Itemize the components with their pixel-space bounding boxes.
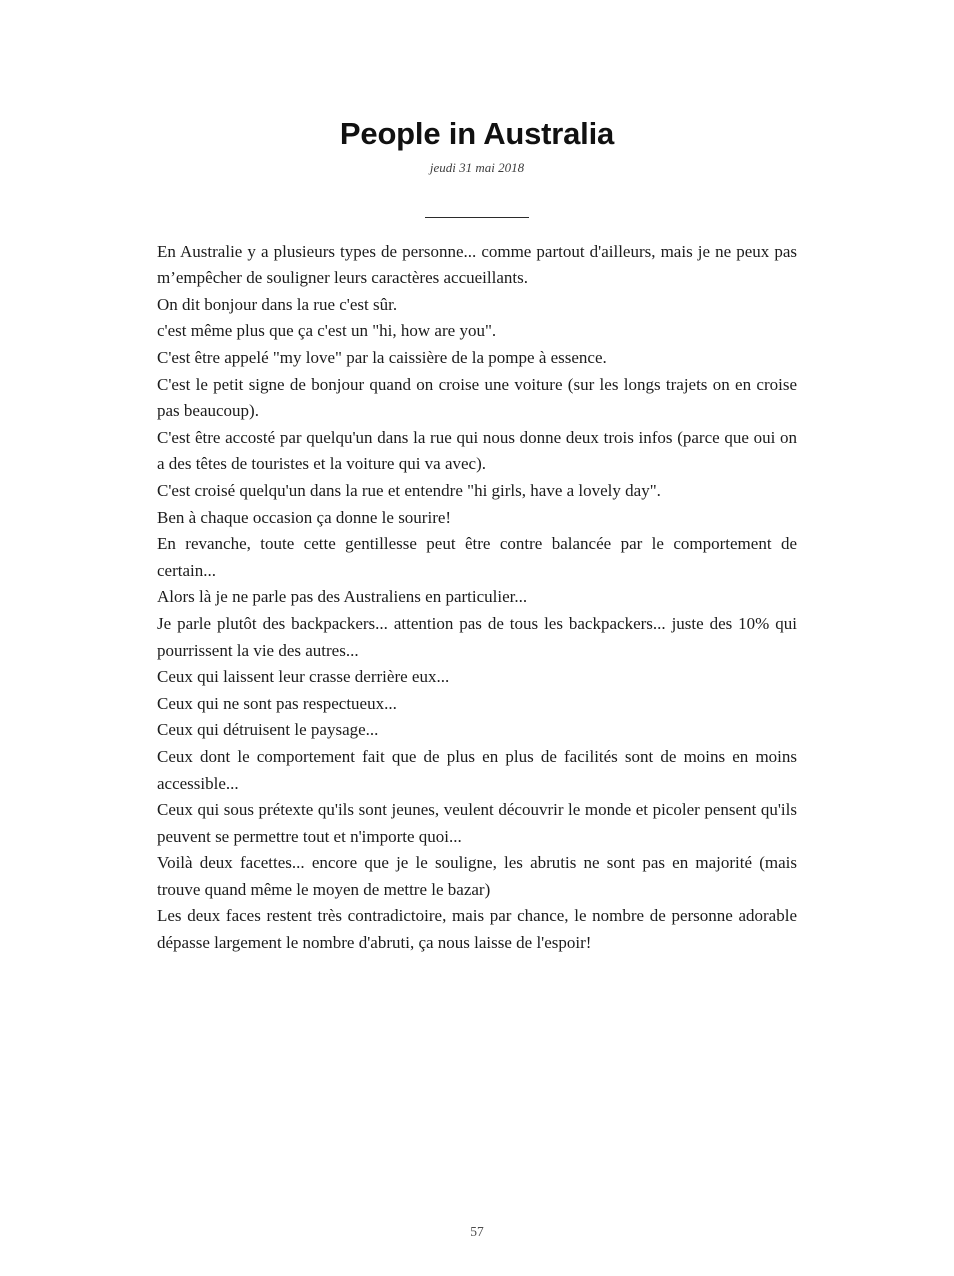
paragraph: En revanche, toute cette gentillesse peut être contre balancée par le comportement de certain... [157, 534, 797, 580]
paragraph: C'est le petit signe de bonjour quand on croise une voiture (sur les longs trajets on en croise pas beaucoup). [157, 374, 797, 421]
post-content [157, 116, 797, 957]
paragraph: Ceux dont le comportement fait que de plus en plus de facilités sont de moins en moins accessible... [157, 746, 797, 793]
paragraph: Ceux qui détruisent le paysage... [157, 720, 379, 740]
paragraph: c'est même plus que ça c'est un "hi, how are you". [157, 321, 497, 341]
paragraph: Alors là je ne parle pas des Australiens en particulier... [157, 587, 528, 607]
page-number: 57 [470, 1224, 484, 1239]
paragraph: C'est croisé quelqu'un dans la rue et entendre "hi girls, have a lovely day". [157, 480, 661, 500]
paragraph: Je parle plutôt des backpackers... attention pas de tous les backpackers... juste des 10% qui pourrissent la vie des autres... [157, 613, 797, 660]
page-title: People in Australia [339, 116, 615, 151]
paragraph: Voilà deux facettes... encore que je le souligne, les abrutis ne sont pas en majorité (mais trouve quand même le moyen de mettre le bazar) [157, 853, 797, 899]
paragraph: En Australie y a plusieurs types de personne... comme partout d'ailleurs, mais je ne peux pas m’empêcher de souligner leurs caractères accueillants. [157, 241, 797, 288]
paragraph: On dit bonjour dans la rue c'est sûr. [157, 294, 398, 314]
paragraph: C'est être accosté par quelqu'un dans la rue qui nous donne deux trois infos (parce que oui on a des têtes de touristes et la voiture qui va avec). [157, 427, 797, 474]
paragraph: C'est être appelé "my love" par la caissière de la pompe à essence. [157, 348, 607, 368]
section-divider [425, 217, 529, 218]
paragraph: Ben à chaque occasion ça donne le sourire! [157, 507, 452, 527]
post-body [157, 239, 797, 957]
paragraph: Les deux faces restent très contradictoire, mais par chance, le nombre de personne adorable dépasse largement le nombre d'abruti, ça nous laisse de l'espoir! [157, 906, 797, 953]
post-date: jeudi 31 mai 2018 [429, 159, 525, 175]
paragraph: Ceux qui laissent leur crasse derrière eux... [157, 667, 450, 687]
paragraph: Ceux qui ne sont pas respectueux... [157, 693, 397, 713]
paragraph: Ceux qui sous prétexte qu'ils sont jeunes, veulent découvrir le monde et picoler pensent qu'ils peuvent se permettre tout et n'importe quoi... [157, 800, 797, 846]
